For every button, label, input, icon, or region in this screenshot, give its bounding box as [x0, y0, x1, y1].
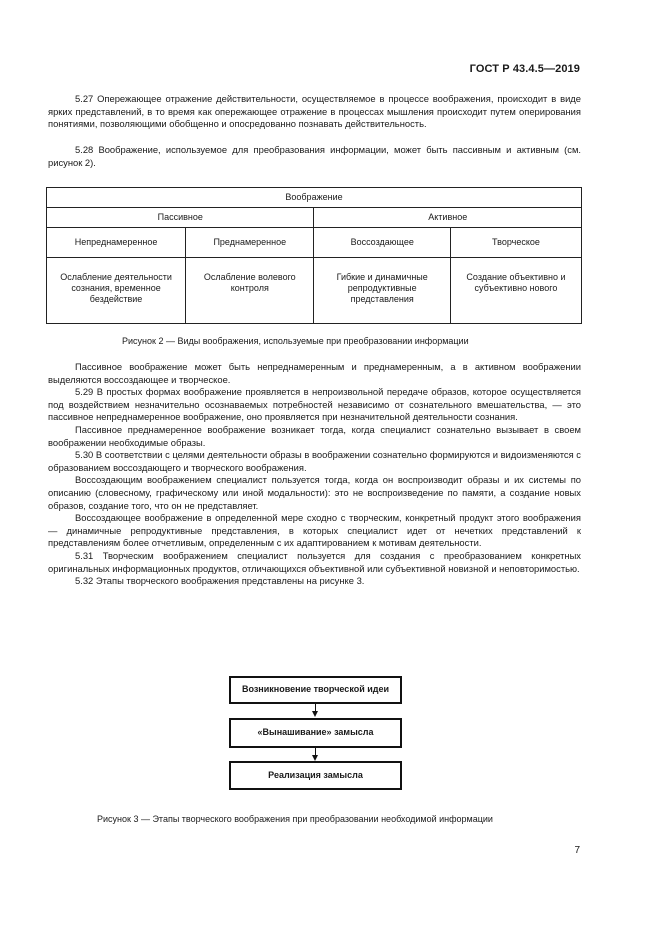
paragraph-5-29: 5.29 В простых формах воображение проявляется в непроизвольной передаче образов, которое осуществляется под воздействием незначительно осознаваемых потребностей независимо от сознательного вмешательства, — это пассивное непреднамеренное воображение, оно проявляется при незначительной деятельности сознания. — [48, 386, 581, 423]
table-type-creative: Творческое — [450, 228, 581, 258]
paragraph-5-27: 5.27 Опережающее отражение действительности, осуществляемое в процессе воображения, происходит в виде ярких представлений, в то время как опережающее отражение в процессах мышления происходит путем оперирования понятиями, позволяющими обобщенно и опосредованно познавать действительность. — [48, 93, 581, 130]
standard-number: ГОСТ Р 43.4.5—2019 — [469, 63, 580, 75]
paragraph-recreative-similar: Воссоздающее воображение в определенной мере сходно с творческим, конкретный продукт этого воображения — динамичные репродуктивные представления, в которых специалист идет от нечетких представлений к представлениям более отчетливым, определенным с их адаптированием к мотивам деятельности. — [48, 512, 581, 549]
paragraph-5-31: 5.31 Творческим воображением специалист пользуется для создания с преобразованием конкретных оригинальных информационных продуктов, отличающихся объективной или субъективной новизной и неповторимостью. — [48, 549, 581, 574]
paragraph-5-32: 5.32 Этапы творческого воображения представлены на рисунке 3. — [75, 575, 365, 587]
stage-box-idea: Возникновение творческой идеи — [229, 676, 402, 704]
figure-3-caption: Рисунок 3 — Этапы творческого воображения при преобразовании необходимой информации — [97, 814, 493, 824]
table-type-intentional: Преднамеренное — [186, 228, 314, 258]
paragraph-recreative: Воссоздающим воображением специалист пользуется тогда, когда он воспроизводит образы и их системы по описанию (словесному, графическому или иной модальности): это не воспроизведение по памяти, а создание новых образов, создание того, что он не представляет. — [48, 474, 581, 511]
figure-2-caption: Рисунок 2 — Виды воображения, используемые при преобразовании информации — [122, 336, 469, 346]
table-header-imagination: Воображение — [47, 188, 582, 208]
table-desc-recreative: Гибкие и динамичные репродуктивные представления — [314, 258, 450, 324]
table-group-active: Активное — [314, 208, 582, 228]
stage-box-realization: Реализация замысла — [229, 761, 402, 790]
table-desc-creative: Создание объективно и субъективно нового — [450, 258, 581, 324]
arrow-1-head — [312, 711, 318, 717]
stage-box-incubation: «Вынашивание» замысла — [229, 718, 402, 748]
paragraph-5-30: 5.30 В соответствии с целями деятельности образы в воображении сознательно формируются и видоизменяются с образованием воссоздающего и творческого воображения. — [48, 449, 581, 473]
table-type-unintentional: Непреднамеренное — [47, 228, 186, 258]
paragraph-passive-active: Пассивное воображение может быть непреднамеренным и преднамеренным, а в активном воображении выделяются воссоздающее и творческое. — [48, 361, 581, 385]
table-type-recreative: Воссоздающее — [314, 228, 450, 258]
paragraph-passive-intentional: Пассивное преднамеренное воображение возникает тогда, когда специалист сознательно вызывает в своем воображении необходимые образы. — [48, 423, 581, 448]
imagination-types-table — [46, 187, 582, 324]
paragraph-5-28: 5.28 Воображение, используемое для преобразования информации, может быть пассивным и активным (см. рисунок 2). — [48, 144, 581, 168]
body-text — [48, 361, 581, 588]
table-group-passive: Пассивное — [47, 208, 314, 228]
table-desc-intentional: Ослабление волевого контроля — [186, 258, 314, 324]
page-number: 7 — [574, 845, 580, 856]
table-desc-unintentional: Ослабление деятельности сознания, временное бездействие — [47, 258, 186, 324]
